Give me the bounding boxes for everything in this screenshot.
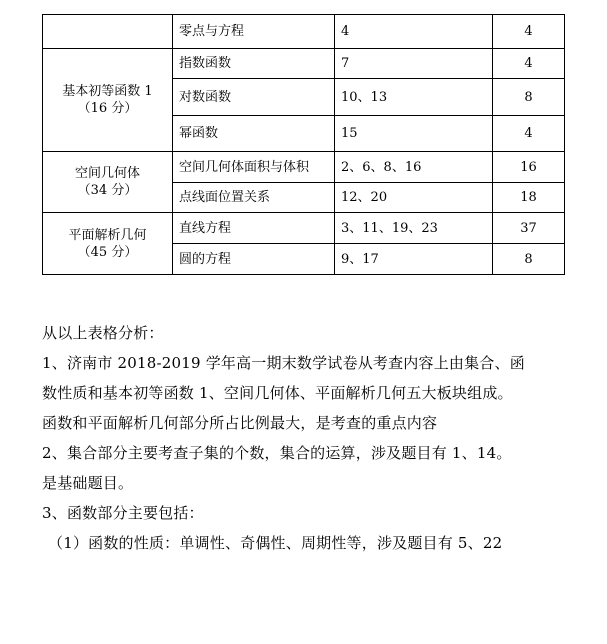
- table-cell-topic: 点线面位置关系: [173, 183, 335, 213]
- table-cell-score: 4: [493, 116, 565, 152]
- table-cell-questions: 10、13: [335, 79, 493, 116]
- analysis-paragraph-line: 是基础题目。: [42, 474, 134, 492]
- table-row: [43, 15, 565, 49]
- table-cell-score: 8: [493, 79, 565, 116]
- table-row: [43, 152, 565, 183]
- block-score: （45 分）: [77, 244, 138, 260]
- analysis-text: [42, 318, 572, 558]
- table-cell-questions: 9、17: [335, 244, 493, 275]
- analysis-paragraph-line: 1、济南市 2018-2019 学年高一期末数学试卷从考查内容上由集合、函: [42, 354, 525, 372]
- table-cell-score: 4: [493, 49, 565, 79]
- table-cell-questions: 7: [335, 49, 493, 79]
- table-cell-score: 8: [493, 244, 565, 275]
- table-cell-block: [43, 49, 173, 152]
- table-cell-topic: 幂函数: [173, 116, 335, 152]
- analysis-paragraph-line: 数性质和基本初等函数 1、空间几何体、平面解析几何五大板块组成。: [42, 384, 513, 402]
- analysis-paragraph-line: 3、函数部分主要包括：: [42, 504, 204, 522]
- analysis-heading: 从以上表格分析：: [42, 324, 164, 342]
- table-cell-questions: 15: [335, 116, 493, 152]
- block-name: 平面解析几何: [68, 227, 147, 243]
- table-cell-topic: 直线方程: [173, 213, 335, 244]
- table-cell-block-empty: [43, 15, 173, 49]
- analysis-paragraph-line: 2、集合部分主要考查子集的个数，集合的运算，涉及题目有 1、14。: [42, 444, 512, 462]
- exam-analysis-table: [42, 14, 565, 275]
- table-cell-questions: 4: [335, 15, 493, 49]
- table-cell-score: 4: [493, 15, 565, 49]
- block-score: （34 分）: [77, 183, 138, 198]
- table-row: [43, 49, 565, 79]
- table-cell-topic: 零点与方程: [173, 15, 335, 49]
- table-cell-questions: 2、6、8、16: [335, 152, 493, 183]
- table-row: [43, 213, 565, 244]
- block-name: 空间几何体: [74, 166, 140, 181]
- analysis-paragraph-line: （1）函数的性质：单调性、奇偶性、周期性等，涉及题目有 5、22: [48, 534, 503, 552]
- table-cell-block: [43, 152, 173, 213]
- analysis-paragraph-line: 函数和平面解析几何部分所占比例最大，是考查的重点内容: [42, 414, 438, 432]
- table-cell-topic: 空间几何体面积与体积: [173, 152, 335, 183]
- block-name: 基本初等函数 1: [62, 84, 153, 99]
- table-cell-questions: 12、20: [335, 183, 493, 213]
- block-score: （16 分）: [77, 101, 138, 116]
- table-cell-topic: 指数函数: [173, 49, 335, 79]
- table-cell-questions: 3、11、19、23: [335, 213, 493, 244]
- table-cell-score: 18: [493, 183, 565, 213]
- table-cell-topic: 对数函数: [173, 79, 335, 116]
- table-cell-block: [43, 213, 173, 275]
- table-cell-score: 37: [493, 213, 565, 244]
- table-cell-topic: 圆的方程: [173, 244, 335, 275]
- table-cell-score: 16: [493, 152, 565, 183]
